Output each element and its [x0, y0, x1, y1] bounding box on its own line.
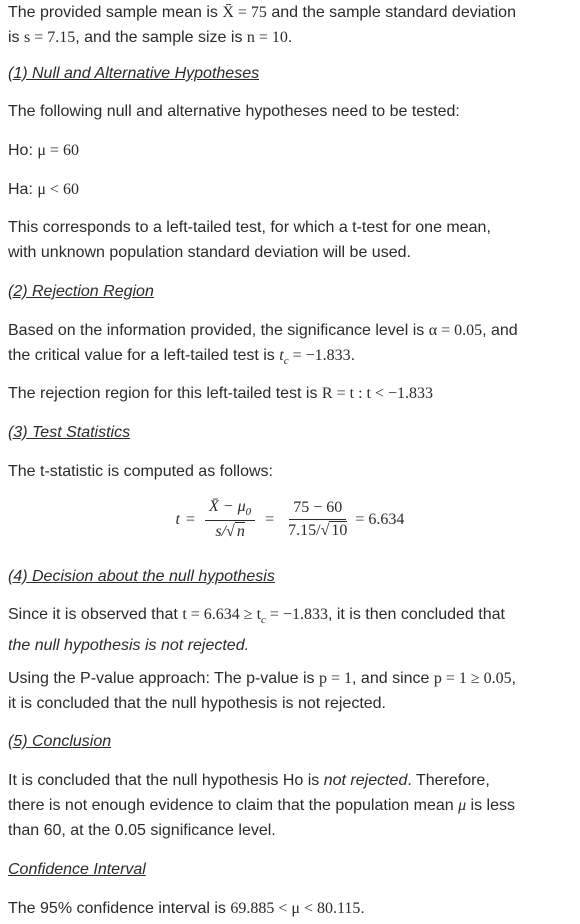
sample-sd-math: s = 7.15	[24, 29, 76, 46]
mu-math: μ	[458, 797, 467, 814]
intro-text: .	[287, 29, 293, 46]
critical-value-math: = −1.833	[288, 347, 351, 364]
denominator-text: 7.15/	[288, 522, 321, 540]
p-value-math: p = 1	[319, 670, 353, 687]
formula-fraction-symbolic	[205, 498, 255, 541]
rejection-region-math: R = t : t < −1.833	[321, 385, 433, 402]
rejection-region-line	[8, 381, 572, 406]
formula-equals: =	[265, 510, 275, 528]
fraction-numerator	[205, 498, 255, 521]
ci-text: The 95% confidence interval is	[8, 900, 231, 917]
critical-value-sub: c	[283, 355, 289, 368]
section-heading-rejection-region: (2) Rejection Region	[8, 283, 154, 300]
p-value-text: ,	[511, 670, 517, 687]
null-hypothesis	[8, 138, 572, 163]
section-heading-decision: (4) Decision about the null hypothesis	[8, 568, 275, 585]
ci-text: .	[360, 900, 365, 917]
numerator-sub: 0	[245, 506, 252, 519]
ha-math: μ < 60	[37, 181, 79, 198]
decision-result: the null hypothesis is not rejected.	[8, 637, 250, 655]
confidence-interval-line	[8, 896, 572, 921]
decision-text: , it is then concluded that	[327, 606, 505, 623]
intro-paragraph	[8, 0, 572, 50]
decision-paragraph	[8, 602, 572, 658]
numerator-text: X̄ − μ	[209, 498, 246, 515]
conclusion-text: than 60, at the 0.05 significance level.	[8, 822, 276, 839]
conclusion-emphasis: not rejected	[323, 772, 408, 789]
fraction-denominator: s/√ n	[215, 523, 245, 541]
decision-text: Since it is observed that	[8, 606, 183, 623]
intro-text: and the sample standard deviation	[266, 4, 516, 21]
hypotheses-intro: The following null and alternative hypotheses need to be tested:	[8, 103, 460, 120]
section-heading-confidence-interval: Confidence Interval	[8, 861, 146, 878]
p-value-text: it is concluded that the null hypothesis is not rejected.	[8, 695, 386, 712]
sample-mean-math: X̄ = 75	[222, 4, 267, 21]
decision-math-sub: c	[261, 614, 266, 627]
rejection-text: .	[350, 347, 356, 364]
section-heading-conclusion: (5) Conclusion	[8, 733, 112, 750]
formula-equals: =	[186, 510, 196, 528]
formula-lhs: t	[175, 510, 180, 528]
fraction-denominator: 7.15/√ 10	[288, 522, 348, 540]
conclusion-paragraph	[8, 768, 572, 843]
denominator-root: n	[236, 523, 245, 541]
p-value-text: Using the P-value approach: The p-value is	[8, 670, 319, 687]
section-heading-hypotheses: (1) Null and Alternative Hypotheses	[8, 65, 260, 82]
intro-text: is	[8, 29, 24, 46]
conclusion-text: there is not enough evidence to claim that the population mean	[8, 797, 459, 814]
conclusion-text: It is concluded that the null hypothesis Ho is	[8, 772, 324, 789]
ci-math: 69.885 < μ < 80.115	[230, 900, 361, 917]
rejection-text: , and	[482, 322, 518, 339]
sample-size-math: n = 10	[246, 29, 288, 46]
denominator-root: 10	[331, 522, 348, 540]
p-value-text: , and since	[352, 670, 434, 687]
test-type-paragraph	[8, 215, 572, 265]
formula-fraction-numeric	[284, 499, 351, 540]
conclusion-text: is less	[466, 797, 516, 814]
p-value-paragraph	[8, 666, 572, 716]
decision-math: t = 6.634 ≥ t	[182, 606, 262, 623]
rejection-text: The rejection region for this left-tailed test is	[8, 385, 322, 402]
t-statistic-formula	[0, 498, 580, 541]
test-type-line: with unknown population standard deviation will be used.	[8, 244, 411, 261]
rejection-paragraph	[8, 318, 572, 374]
critical-value-math: t	[279, 347, 284, 364]
conclusion-text: . Therefore,	[407, 772, 490, 789]
fraction-numerator: 75 − 60	[289, 499, 346, 520]
rejection-text: the critical value for a left-tailed test is	[8, 347, 280, 364]
alpha-math: α = 0.05	[428, 322, 483, 339]
rejection-text: Based on the information provided, the significance level is	[8, 322, 429, 339]
intro-text: The provided sample mean is	[8, 4, 223, 21]
ho-label: Ho:	[8, 142, 38, 159]
denominator-text: s/	[215, 523, 227, 541]
formula-result: = 6.634	[355, 510, 405, 528]
test-statistic-intro: The t-statistic is computed as follows:	[8, 463, 273, 480]
p-value-compare-math: p = 1 ≥ 0.05	[433, 670, 512, 687]
decision-math: = −1.833	[265, 606, 328, 623]
ho-math: μ = 60	[37, 142, 79, 159]
ha-label: Ha:	[8, 181, 38, 198]
intro-text: , and the sample size is	[75, 29, 247, 46]
section-heading-test-statistics: (3) Test Statistics	[8, 424, 131, 441]
test-type-line: This corresponds to a left-tailed test, for which a t-test for one mean,	[8, 219, 491, 236]
alternative-hypothesis	[8, 177, 572, 202]
